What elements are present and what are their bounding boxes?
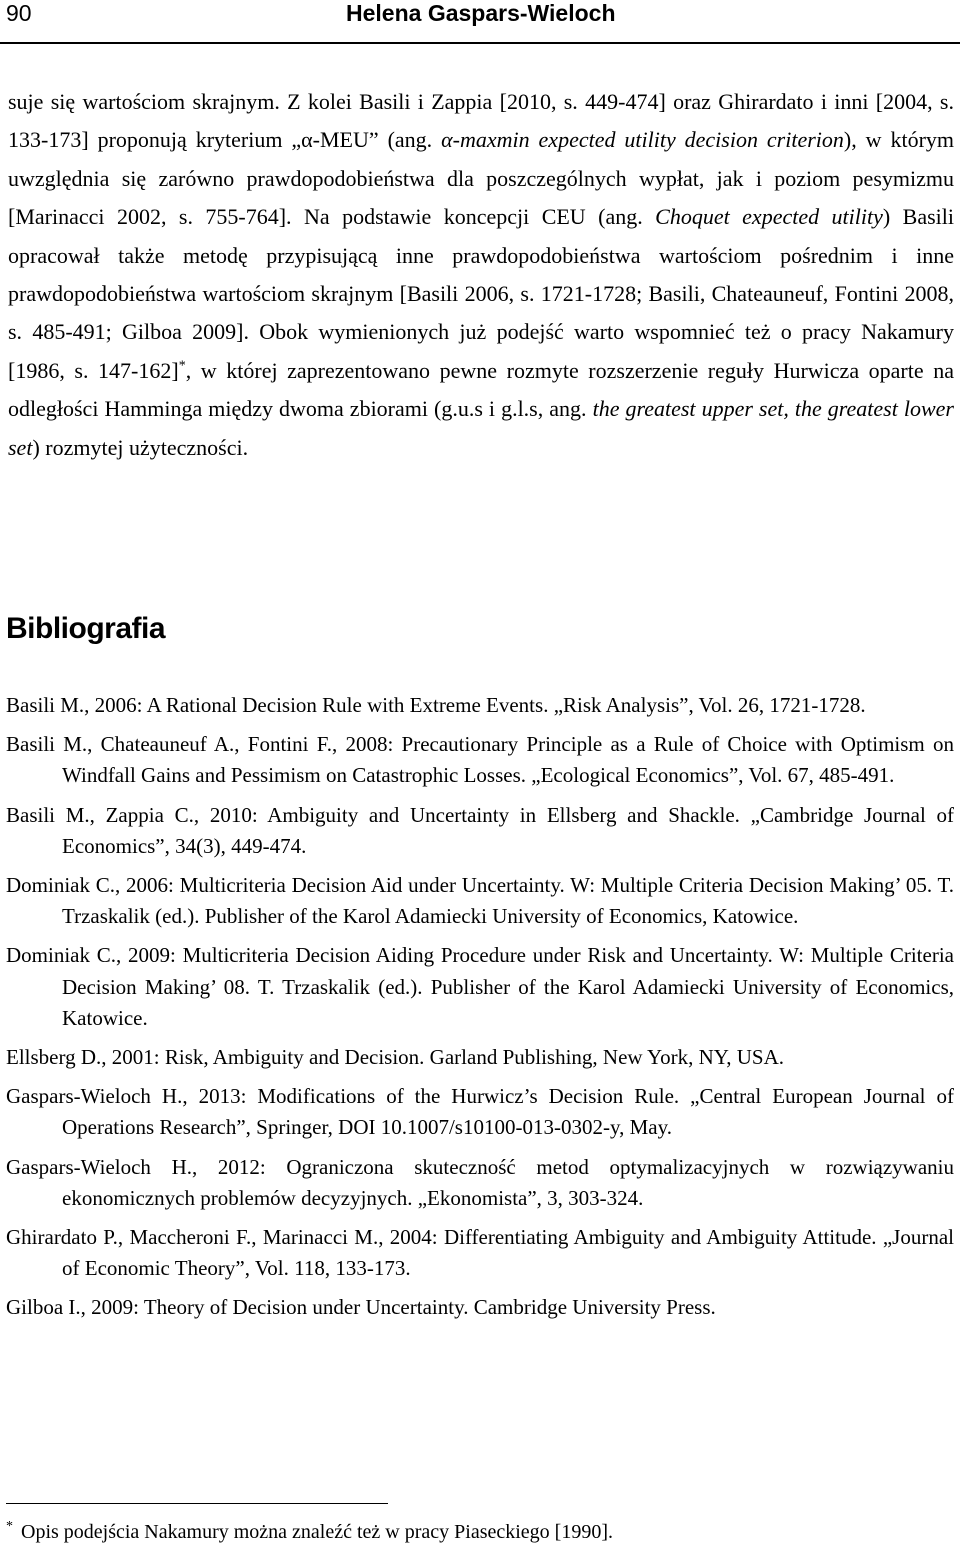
body-text-segment: ), w którym uwzględnia się zarówno prawdopodobieństwa dla poszczególnych wypłat, jak i poziom pesymizmu [Marinacci 2002, s. 755-764]. Na podstawie koncepcji CEU (ang. xyxy=(8,127,955,230)
page-number: 90 xyxy=(6,0,32,26)
body-italic-term: α-maxmin expected utility decision criterion xyxy=(441,127,844,153)
bibliography-entry: Dominiak C., 2006: Multicriteria Decision Aid under Uncertainty. W: Multiple Criteria Decision Making’ 05. T. Trzaskalik (ed.). Publisher of the Karol Adamiecki University of Economics, Katowice. xyxy=(6,873,954,929)
footnote-divider xyxy=(6,1503,388,1504)
running-header xyxy=(0,0,960,44)
bibliography-entry: Basili M., 2006: A Rational Decision Rule with Extreme Events. „Risk Analysis”, Vol. 26, 1721-1728. xyxy=(6,693,866,717)
footnote-marker: * xyxy=(6,1519,13,1535)
bibliography-entry: Basili M., Zappia C., 2010: Ambiguity and Uncertainty in Ellsberg and Shackle. „Cambridge Journal of Economics”, 34(3), 449-474. xyxy=(6,802,954,858)
running-title: Helena Gaspars-Wieloch xyxy=(346,0,616,26)
bibliography-entry: Basili M., Chateauneuf A., Fontini F., 2008: Precautionary Principle as a Rule of Choice with Optimism on Windfall Gains and Pessimism on Catastrophic Losses. „Ecological Economics”, Vol. 67, 485-491. xyxy=(6,732,954,788)
bibliography-entry: Gilboa I., 2009: Theory of Decision under Uncertainty. Cambridge University Press. xyxy=(6,1295,716,1320)
bibliography-entry: Ghirardato P., Maccheroni F., Marinacci M., 2004: Differentiating Ambiguity and Ambiguity Attitude. „Journal of Economic Theory”, Vol. 118, 133-173. xyxy=(6,1225,954,1281)
body-text-segment: ) rozmytej użyteczności. xyxy=(32,434,249,460)
bibliography-entry: Gaspars-Wieloch H., 2013: Modifications of the Hurwicz’s Decision Rule. „Central European Journal of Operations Research”, Springer, DOI 10.1007/s10100-013-0302-y, May. xyxy=(6,1084,954,1140)
body-paragraph xyxy=(8,83,954,467)
footnote-reference[interactable]: * xyxy=(178,358,186,374)
footnote xyxy=(6,1520,613,1544)
bibliography-entry: Dominiak C., 2009: Multicriteria Decision Aiding Procedure under Risk and Uncertainty. W: Multiple Criteria Decision Making’ 08. T. Trzaskalik (ed.). Publisher of the Karol Adamiecki University of Economics, Katowice. xyxy=(6,943,954,1030)
bibliography-entry: Gaspars-Wieloch H., 2012: Ograniczona skuteczność metod optymalizacyjnych w rozwiązywaniu ekonomicznych problemów decyzyjnych. „Ekonomista”, 3, 303-324. xyxy=(6,1154,954,1210)
bibliography-list xyxy=(6,690,954,1332)
bibliography-entry: Ellsberg D., 2001: Risk, Ambiguity and Decision. Garland Publishing, New York, NY, USA. xyxy=(6,1045,784,1070)
body-text-segment: ) Basili opracował także metodę przypisującą inne prawdopodobieństwa wartościom pośrednim i inne prawdopodobieństwa wartościom skrajnym [Basili 2006, s. 1721-1728; Basili, Chateauneuf, Fontini 2008, s. 485-491; Gilboa 2009]. Obok wymienionych już podejść warto wspomnieć też o pracy Nakamury [1986, s. 147-162] xyxy=(8,204,954,383)
footnote-text: Opis podejścia Nakamury można znaleźć też w pracy Piaseckiego [1990]. xyxy=(21,1521,613,1543)
body-text-segment: , w której zaprezentowano pewne rozmyte rozszerzenie reguły Hurwicza oparte na odległości Hamminga między dwoma zbiorami (g.u.s i g.l.s, ang. xyxy=(8,357,954,422)
body-italic-term: the greatest upper set, the greatest lower set xyxy=(8,396,954,460)
section-heading: Bibliografia xyxy=(6,612,166,645)
body-text-segment: suje się wartościom skrajnym. Z kolei Basili i Zappia [2010, s. 449-474] oraz Ghirardato i inni [2004, s. 133-173] proponują kryterium „α-MEU” (ang. xyxy=(8,89,954,153)
body-italic-term: Choquet expected utility xyxy=(655,204,883,230)
